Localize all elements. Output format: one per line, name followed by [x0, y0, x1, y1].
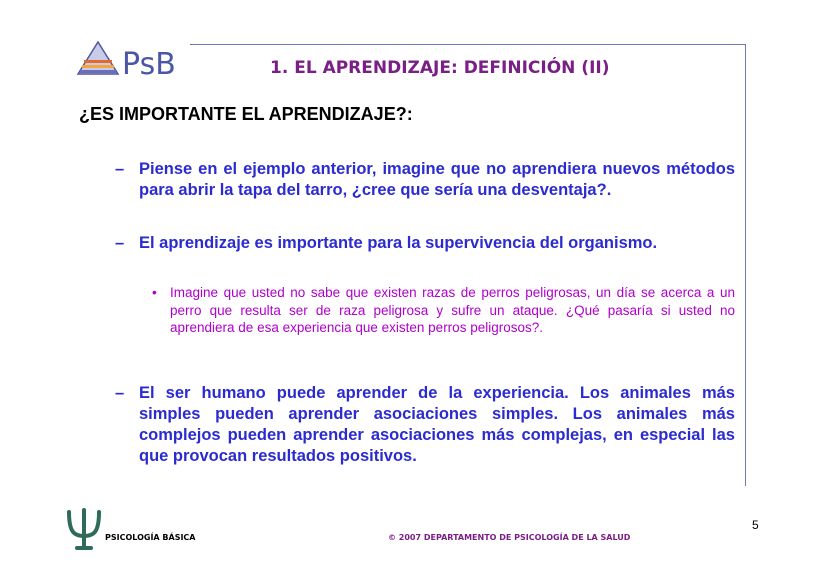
- bullet-item-2: [115, 233, 735, 254]
- bullet-text: El aprendizaje es importante para la supervivencia del organismo.: [139, 234, 658, 252]
- bullet-item-1: [115, 159, 735, 201]
- psb-logo: [76, 38, 186, 80]
- dash-marker: –: [115, 384, 125, 402]
- footer-course-name: PSICOLOGÍA BÁSICA: [105, 533, 196, 542]
- dash-marker: –: [115, 234, 125, 252]
- logo-text: PsB: [122, 47, 176, 80]
- slide-title: 1. EL APRENDIZAJE: DEFINICIÓN (II): [270, 58, 610, 78]
- bullet-item-3: [115, 383, 735, 467]
- dot-marker: •: [152, 285, 157, 300]
- sub-bullet-text: Imagine que usted no sabe que existen razas de perros peligrosas, un día se acerca a un perro que resulta ser de raza peligrosa y sufre un ataque. ¿Qué pasaría si usted no aprendiera de esa experiencia que existen perros peligrosos?.: [170, 285, 735, 335]
- page-number: 5: [752, 518, 759, 532]
- psb-logo-icon: [76, 38, 186, 80]
- psi-icon: [64, 506, 104, 552]
- header-rule: [190, 44, 746, 45]
- footer-copyright: © 2007 DEPARTAMENTO DE PSICOLOGÍA DE LA SALUD: [388, 533, 631, 542]
- psi-logo: [64, 506, 104, 552]
- dash-marker: –: [115, 160, 125, 178]
- bullet-text: Piense en el ejemplo anterior, imagine que no aprendiera nuevos métodos para abrir la tapa del tarro, ¿cree que sería una desventaja?.: [139, 160, 735, 199]
- sub-bullet-item: [152, 284, 735, 337]
- right-rule: [745, 44, 746, 486]
- bullet-text: El ser humano puede aprender de la experiencia. Los animales más simples pueden aprender asociaciones simples. Los animales más complejos pueden aprender asociaciones más complejas, en especial las que provocan resultados positivos.: [139, 384, 735, 465]
- section-question: ¿ES IMPORTANTE EL APRENDIZAJE?:: [79, 104, 413, 124]
